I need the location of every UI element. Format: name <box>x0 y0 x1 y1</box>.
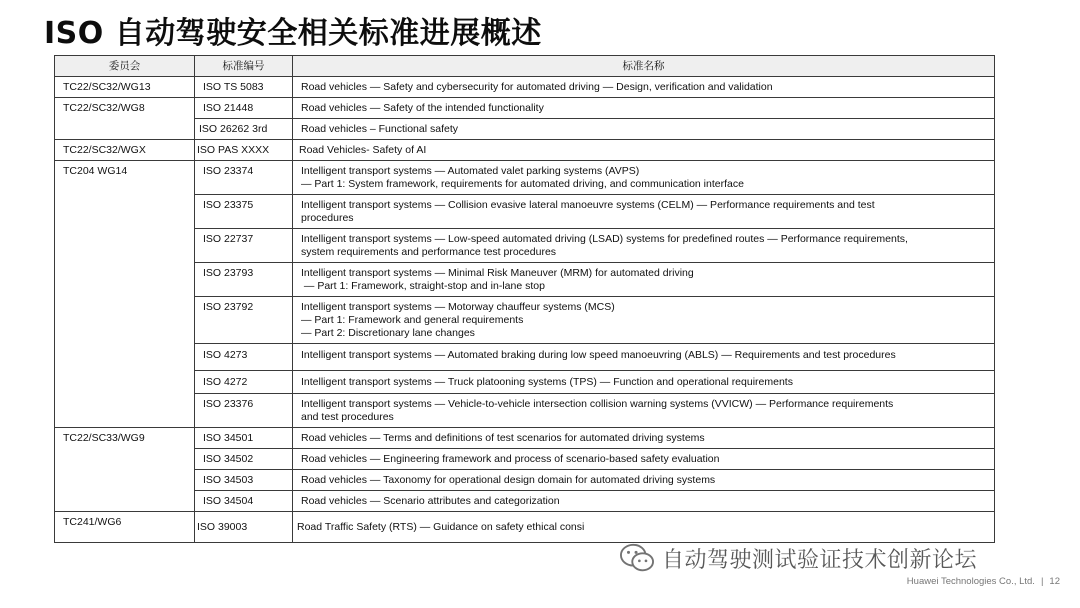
committee-cell: TC204 WG14 <box>55 161 195 428</box>
page-number: 12 <box>1049 576 1060 587</box>
standard-code-cell: ISO TS 5083 <box>195 77 293 98</box>
committee-cell: TC22/SC33/WG9 <box>55 428 195 512</box>
footer <box>907 576 1060 587</box>
table-row <box>55 98 995 119</box>
standard-code-cell: ISO 23793 <box>195 263 293 297</box>
standard-name-line: Intelligent transport systems — Automated braking during low speed manoeuvring (ABLS) — Requirements and test procedures <box>301 349 896 361</box>
table-row <box>55 119 995 140</box>
standard-code-cell: ISO 4273 <box>195 344 293 371</box>
table-row <box>55 344 995 371</box>
standard-code-cell: ISO 23374 <box>195 161 293 195</box>
standard-name-cell <box>293 297 995 344</box>
standard-code-cell: ISO 22737 <box>195 229 293 263</box>
standard-name-line: Road vehicles – Functional safety <box>301 123 459 135</box>
table-row <box>55 512 995 543</box>
standard-name-line: Road Traffic Safety (RTS) — Guidance on safety ethical consi <box>297 521 585 533</box>
standard-name-line: Road vehicles — Taxonomy for operational design domain for automated driving systems <box>301 474 716 486</box>
footer-company: Huawei Technologies Co., Ltd. <box>906 576 1035 587</box>
standard-name-line: system requirements and performance test procedures <box>301 246 557 258</box>
standard-name-line: Road vehicles — Engineering framework and process of scenario-based safety evaluation <box>301 453 720 465</box>
committee-cell: TC22/SC32/WG13 <box>55 77 195 98</box>
standard-name-line: — Part 1: System framework, requirements for automated driving, and communication interface <box>301 178 744 190</box>
standard-name-line: procedures <box>301 212 354 224</box>
standards-table <box>54 55 995 543</box>
table-row <box>55 428 995 449</box>
standard-name-line: Intelligent transport systems — Motorway chauffeur systems (MCS) <box>301 301 615 313</box>
committee-cell: TC241/WG6 <box>55 512 195 543</box>
standard-name-cell <box>293 470 995 491</box>
footer-separator: | <box>1040 576 1044 587</box>
table-row <box>55 449 995 470</box>
table-row <box>55 161 995 195</box>
wechat-icon <box>618 541 656 575</box>
standard-name-cell <box>293 229 995 263</box>
table-row <box>55 77 995 98</box>
table-row <box>55 140 995 161</box>
watermark-text: 自动驾驶测试验证技术创新论坛 <box>662 547 978 573</box>
standard-name-cell <box>293 394 995 428</box>
standard-name-cell <box>293 119 995 140</box>
standard-name-cell <box>293 140 995 161</box>
committee-cell: TC22/SC32/WG8 <box>55 98 195 140</box>
table-row <box>55 229 995 263</box>
standard-code-cell: ISO 26262 3rd <box>195 119 293 140</box>
standard-name-line: Intelligent transport systems — Low-speed automated driving (LSAD) systems for predefined routes — Performance requirements, <box>301 233 908 245</box>
standard-name-line: Road Vehicles- Safety of AI <box>299 144 427 156</box>
table-row <box>55 371 995 394</box>
header-committee: 委员会 <box>55 56 195 77</box>
standard-name-cell <box>293 161 995 195</box>
standard-name-cell <box>293 428 995 449</box>
standard-name-cell <box>293 263 995 297</box>
header-standard-number: 标准编号 <box>195 56 293 77</box>
table-row <box>55 263 995 297</box>
table-row <box>55 297 995 344</box>
standard-name-line: Road vehicles — Safety and cybersecurity for automated driving — Design, verification and validation <box>301 81 773 93</box>
standard-code-cell: ISO 39003 <box>195 512 293 543</box>
standard-name-line: and test procedures <box>301 411 394 423</box>
standard-name-line: Intelligent transport systems — Vehicle-to-vehicle intersection collision warning systems (VVICW) — Performance requirements <box>301 398 894 410</box>
standard-code-cell: ISO 34501 <box>195 428 293 449</box>
standard-name-line: Intelligent transport systems — Collision evasive lateral manoeuvre systems (CELM) — Performance requirements and test <box>301 199 875 211</box>
standard-code-cell: ISO 34502 <box>195 449 293 470</box>
standard-name-line: Road vehicles — Safety of the intended functionality <box>301 102 544 114</box>
standard-name-cell <box>293 371 995 394</box>
committee-cell: TC22/SC32/WGX <box>55 140 195 161</box>
standard-code-cell: ISO 4272 <box>195 371 293 394</box>
standard-name-line: Intelligent transport systems — Automated valet parking systems (AVPS) <box>301 165 640 177</box>
standard-code-cell: ISO 23792 <box>195 297 293 344</box>
standard-name-line: Intelligent transport systems — Minimal Risk Maneuver (MRM) for automated driving <box>301 267 694 279</box>
standard-code-cell: ISO 21448 <box>195 98 293 119</box>
standard-code-cell: ISO 23375 <box>195 195 293 229</box>
standard-name-cell <box>293 344 995 371</box>
standard-name-cell <box>293 449 995 470</box>
standard-name-line: Intelligent transport systems — Truck platooning systems (TPS) — Function and operational requirements <box>301 376 793 388</box>
standard-name-cell <box>293 98 995 119</box>
standard-name-cell <box>293 491 995 512</box>
standard-code-cell: ISO 34503 <box>195 470 293 491</box>
standard-name-cell <box>293 512 995 543</box>
standard-name-line: — Part 1: Framework, straight-stop and in-lane stop <box>301 280 545 292</box>
standard-name-cell <box>293 77 995 98</box>
table-row <box>55 491 995 512</box>
watermark <box>618 540 977 576</box>
header-standard-name: 标准名称 <box>293 56 995 77</box>
table-row <box>55 195 995 229</box>
table-row <box>55 470 995 491</box>
standard-name-line: Road vehicles — Scenario attributes and categorization <box>301 495 560 507</box>
table-header-row <box>55 56 995 77</box>
standard-code-cell: ISO PAS XXXX <box>195 140 293 161</box>
standard-name-line: — Part 1: Framework and general requirements <box>301 314 524 326</box>
standard-name-line: Road vehicles — Terms and definitions of test scenarios for automated driving systems <box>301 432 705 444</box>
table-row <box>55 394 995 428</box>
page-title: ISO 自动驾驶安全相关标准进展概述 <box>44 16 542 51</box>
standard-code-cell: ISO 23376 <box>195 394 293 428</box>
standard-name-line: — Part 2: Discretionary lane changes <box>301 327 475 339</box>
standard-name-cell <box>293 195 995 229</box>
standard-code-cell: ISO 34504 <box>195 491 293 512</box>
